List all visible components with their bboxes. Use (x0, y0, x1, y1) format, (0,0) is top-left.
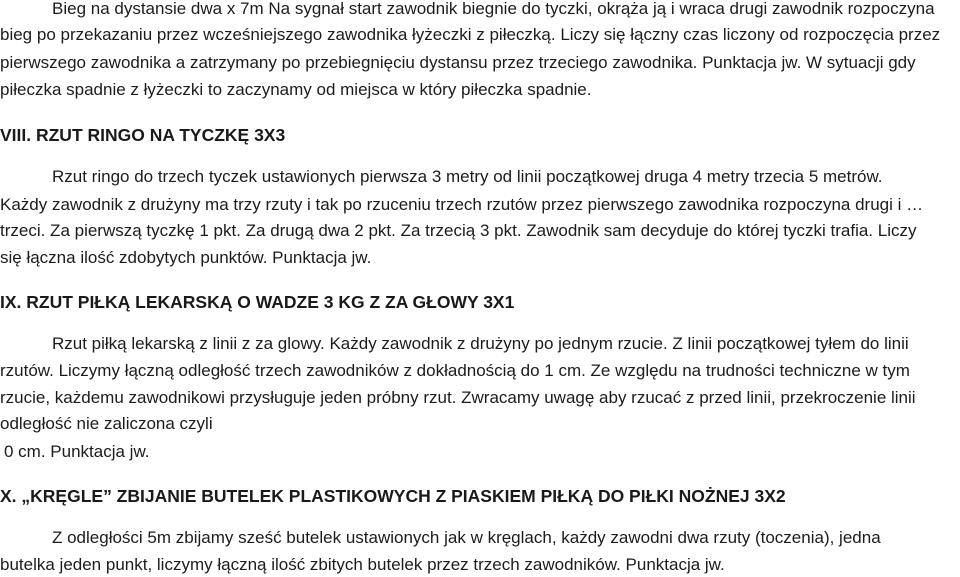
paragraph-line: Rzut piłką lekarską z linii z za glowy. Każdy zawodnik z drużyny po jednym rzucie. Z linii początkowej tyłem do linii (52, 334, 909, 353)
section-heading-viii: VIII. RZUT RINGO NA TYCZKĘ 3X3 (0, 125, 286, 145)
paragraph-line: odległość nie zaliczona czyli (0, 414, 213, 433)
paragraph-line: Bieg na dystansie dwa x 7m Na sygnał start zawodnik biegnie do tyczki, okrąża ją i wraca drugi zawodnik rozpoczyna (52, 0, 935, 18)
paragraph-line: 0 cm. Punktacja jw. (4, 442, 150, 461)
paragraph-line: pierwszego zawodnika a zatrzymany po przebiegnięciu dystansu przez trzeciego zawodnika. Punktacja jw. W sytuacji gdy (0, 53, 916, 72)
paragraph-line: bieg po przekazaniu przez wcześniejszego zawodnika łyżeczki z piłeczką. Liczy się łączny czas liczony od rozpoczęcia przez (0, 25, 941, 44)
paragraph-line: butelka jeden punkt, liczymy łączną ilość zbitych butelek przez trzech zawodników. Punktacja jw. (0, 555, 725, 574)
paragraph-line: Rzut ringo do trzech tyczek ustawionych pierwsza 3 metry od linii początkowej druga 4 metry trzecia 5 metrów. (52, 167, 883, 186)
paragraph-line: piłeczka spadnie z łyżeczki to zaczynamy od miejsca w który piłeczka spadnie. (0, 80, 592, 99)
section-heading-ix: IX. RZUT PIŁKĄ LEKARSKĄ O WADZE 3 KG Z ZA GŁOWY 3X1 (0, 292, 515, 312)
paragraph-line: Z odległości 5m zbijamy sześć butelek ustawionych jak w kręglach, każdy zawodni dwa rzuty (toczenia), jedna (52, 528, 881, 547)
paragraph-line: się łączna ilość zdobytych punktów. Punktacja jw. (0, 248, 372, 267)
section-heading-x: X. „KRĘGLE” ZBIJANIE BUTELEK PLASTIKOWYCH Z PIASKIEM PIŁKĄ DO PIŁKI NOŻNEJ 3X2 (0, 486, 786, 506)
paragraph-line: rzutów. Liczymy łączną odległość trzech zawodników z dokładnością do 1 cm. Ze względu na trudności techniczne w tym (0, 361, 910, 380)
paragraph-line: rzucie, każdemu zawodnikowi przysługuje jeden próbny rzut. Zwracamy uwagę aby rzucać z przed linii, przekroczenie linii (0, 388, 916, 407)
paragraph-line: Każdy zawodnik z drużyny ma trzy rzuty i tak po rzuceniu trzech rzutów przez pierwszego zawodnika rozpoczyna drugi i … (0, 195, 924, 214)
paragraph-line: trzeci. Za pierwszą tyczkę 1 pkt. Za drugą dwa 2 pkt. Za trzecią 3 pkt. Zawodnik sam decyduje do której tyczki trafia. Liczy (0, 221, 917, 240)
